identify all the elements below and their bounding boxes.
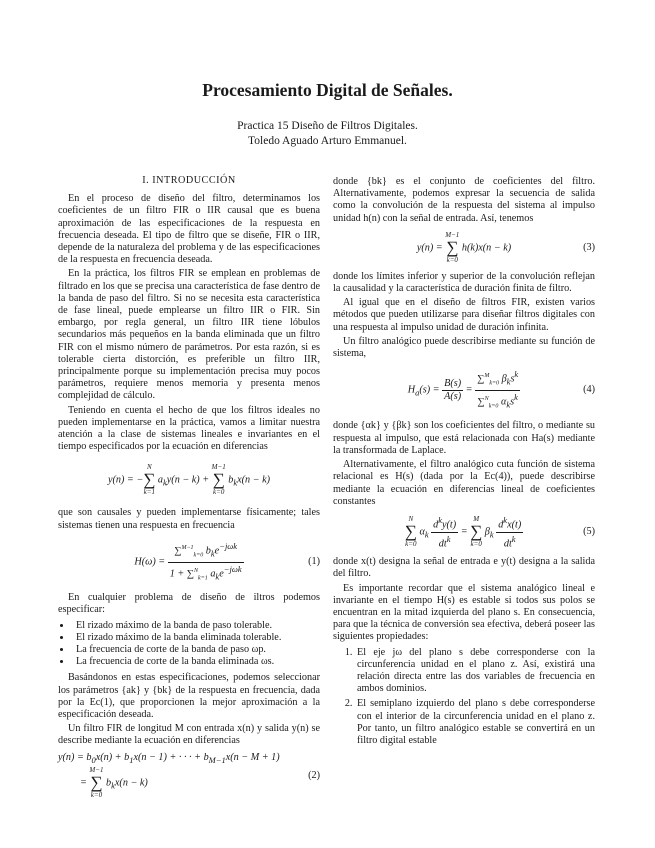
paragraph: Un filtro FIR de longitud M con entrada x(n) y salida y(n) se describe mediante la ecuación en diferencias: [58, 723, 320, 747]
author-line: Toledo Aguado Arturo Emmanuel.: [248, 135, 407, 147]
left-column: [58, 175, 320, 806]
equation-number: (1): [308, 555, 320, 567]
difference-equation: y(n) = − N ∑ k=1 $a_ky(n - k)$ + M−1 ∑ k=0 $b_kx(n - k)$: [107, 463, 271, 497]
equation-number: (4): [583, 384, 595, 396]
paragraph: que son causales y pueden implementarse físicamente; tales sistemas tienen una respuesta en frecuencia: [58, 507, 320, 531]
equation-5: N ∑ k=0 $\alpha_k$ $\frac{d^ky(t)}{dt^k}$ = M ∑ k=0 $\beta_k$ $\frac{d^kx(t)}{dt^k}$ (5): [404, 514, 595, 549]
paragraph: En la práctica, los filtros FIR se emplean en problemas de filtrado en los que se precisa una característica de fase dentro de la banda de paso del filtro. Si no se necesita esta característica de fase lineal, puede emplearse un filtro IIR o FIR. Sin embargo, por regla general, un filtro IIR tiene lóbulos secundarios más pequeños en la banda eliminada que un filtro FIR con el mismo número de parámetros. Por esta razón, si es tolerable cierta distorción, es preferible un filtro IIR, principalmente porque su implementación precisa muy pocos parámetros, requiere menos memoria y presenta menos complejidad de cálculo.: [58, 268, 320, 402]
list-item: • La frecuencia de corte de la banda de paso ωp.: [72, 644, 320, 656]
paragraph: donde {αk} y {βk} son los coeficientes del filtro, o mediante su respuesta al impulso, que está relacionada con Ha(s) mediante la transformada de Laplace.: [333, 420, 595, 456]
paragraph: Al igual que en el diseño de filtros FIR, existen varios métodos que pueden utilizarse para diseñar filtros digitales con una respuesta al impulso unidad de duración infinita.: [333, 297, 595, 333]
paragraph: Un filtro analógico puede describirse mediante su función de sistema,: [333, 335, 595, 360]
section-heading: I. INTRODUCCIÓN: [142, 175, 236, 186]
list-item: 1. El eje jω del plano s debe corresponderse con la circunferencia unidad en el plano z. Así, existirá una relación directa entre las dos variables de frecuencia en ambos dominios.: [355, 647, 595, 696]
equation-2: $y(n) = b_0x(n) + b_1x(n - 1)$ + · · · + $b_{M-1}x(n - M + 1)$ = M−1 ∑ k=0 $b_kx(n - k)$ (2): [58, 751, 320, 799]
paragraph: donde los límites inferior y superior de la convolución reflejan la causalidad y la característica de duración finita de filtro.: [333, 270, 595, 295]
paragraph: donde x(t) designa la señal de entrada e y(t) designa a la salida del filtro.: [333, 556, 595, 580]
equation-1: H(ω) = $\frac{\sum^{M-1}_{k=0} b_ke^{-j\omega k}}{1 + \sum^N_{k=1} a_ke^{-j\omega k}}$ (1): [58, 540, 320, 584]
equation-number: (3): [583, 241, 595, 253]
paragraph: En el proceso de diseño del filtro, determinamos los coeficientes de un filtro FIR o IIR causal que es buena aproximación de las especificaciones de la respuesta en frecuencia deseada. El tipo de filtro que se diseñe, FIR o IIR, depende de la naturaleza del problema y de las especificaciones de la respuesta en frecuencia deseada.: [58, 193, 320, 266]
practice-line: Practica 15 Diseño de Filtros Digitales.: [237, 120, 418, 132]
paragraph: En cualquier problema de diseño de iltros podemos especificar:: [58, 592, 320, 616]
paragraph: Teniendo en cuenta el hecho de que los filtros ideales no pueden implementarse en la práctica, vamos a limitar nuestra atención a la clase de sistemas lineales e invariantes en el tiempo especificados por la ecuación en diferencias: [58, 404, 320, 453]
equation-4: $H_a(s)$ = $\frac{B(s)}{A(s)}$ = $\frac{\sum^M_{k=0} \beta_ks^k}{\sum^N_{k=0} \alpha_ks^k}$ (4): [333, 368, 595, 412]
paper-title: Procesamiento Digital de Señales.: [202, 80, 453, 100]
paper-subtitle: [0, 119, 655, 149]
list-item: • La frecuencia de corte de la banda eliminada ωs.: [72, 656, 320, 668]
paragraph: Basándonos en estas especificaciones, podemos seleccionar los parámetros {ak} y {bk} de la respuesta en frecuencia, dada por la Ec(1), que proporcionen la mejor aproximación a la especificación deseada.: [58, 672, 320, 720]
equation-number: (2): [308, 769, 320, 781]
equation-3: y(n) = M−1 ∑ k=0 h(k)x(n − k) (3): [416, 230, 595, 264]
paragraph: Alternativamente, el filtro analógico cuta función de sistema relacional es H(s) (dada por la Ec(4)), puede describirse mediante la ecuación en diferencias lineal de coeficientes constantes: [333, 459, 595, 507]
spec-list: [58, 620, 320, 669]
paragraph: Es importante recordar que el sistema analógico lineal e invariante en el tiempo H(s) es estable si todos sus polos se encuentran en la mitad izquierda del plano s. En consecuencia, para que la técnica de conversión sea efectiva, deberá poseer las siguientes propiedades:: [333, 582, 595, 643]
paragraph: donde {bk} es el conjunto de coeficientes del filtro. Alternativamente, podemos expresar la secuencia de salida como la convolución de la respuesta del sistema al impulso unidad h(n) con la señal de entrada. Así, tenemos: [333, 176, 595, 224]
list-item: 2. El semiplano izquierdo del plano s debe corresponderse con el interior de la circunferencia unidad en el plano z. Por tanto, un filtro analógico estable se convertirá en un filtro digital estable: [355, 698, 595, 747]
equation-number: (5): [583, 525, 595, 537]
list-item: • El rizado máximo de la banda eliminada tolerable.: [72, 632, 320, 644]
right-column: [333, 176, 595, 750]
properties-list: [333, 647, 595, 748]
list-item: • El rizado máximo de la banda de paso tolerable.: [72, 620, 320, 632]
